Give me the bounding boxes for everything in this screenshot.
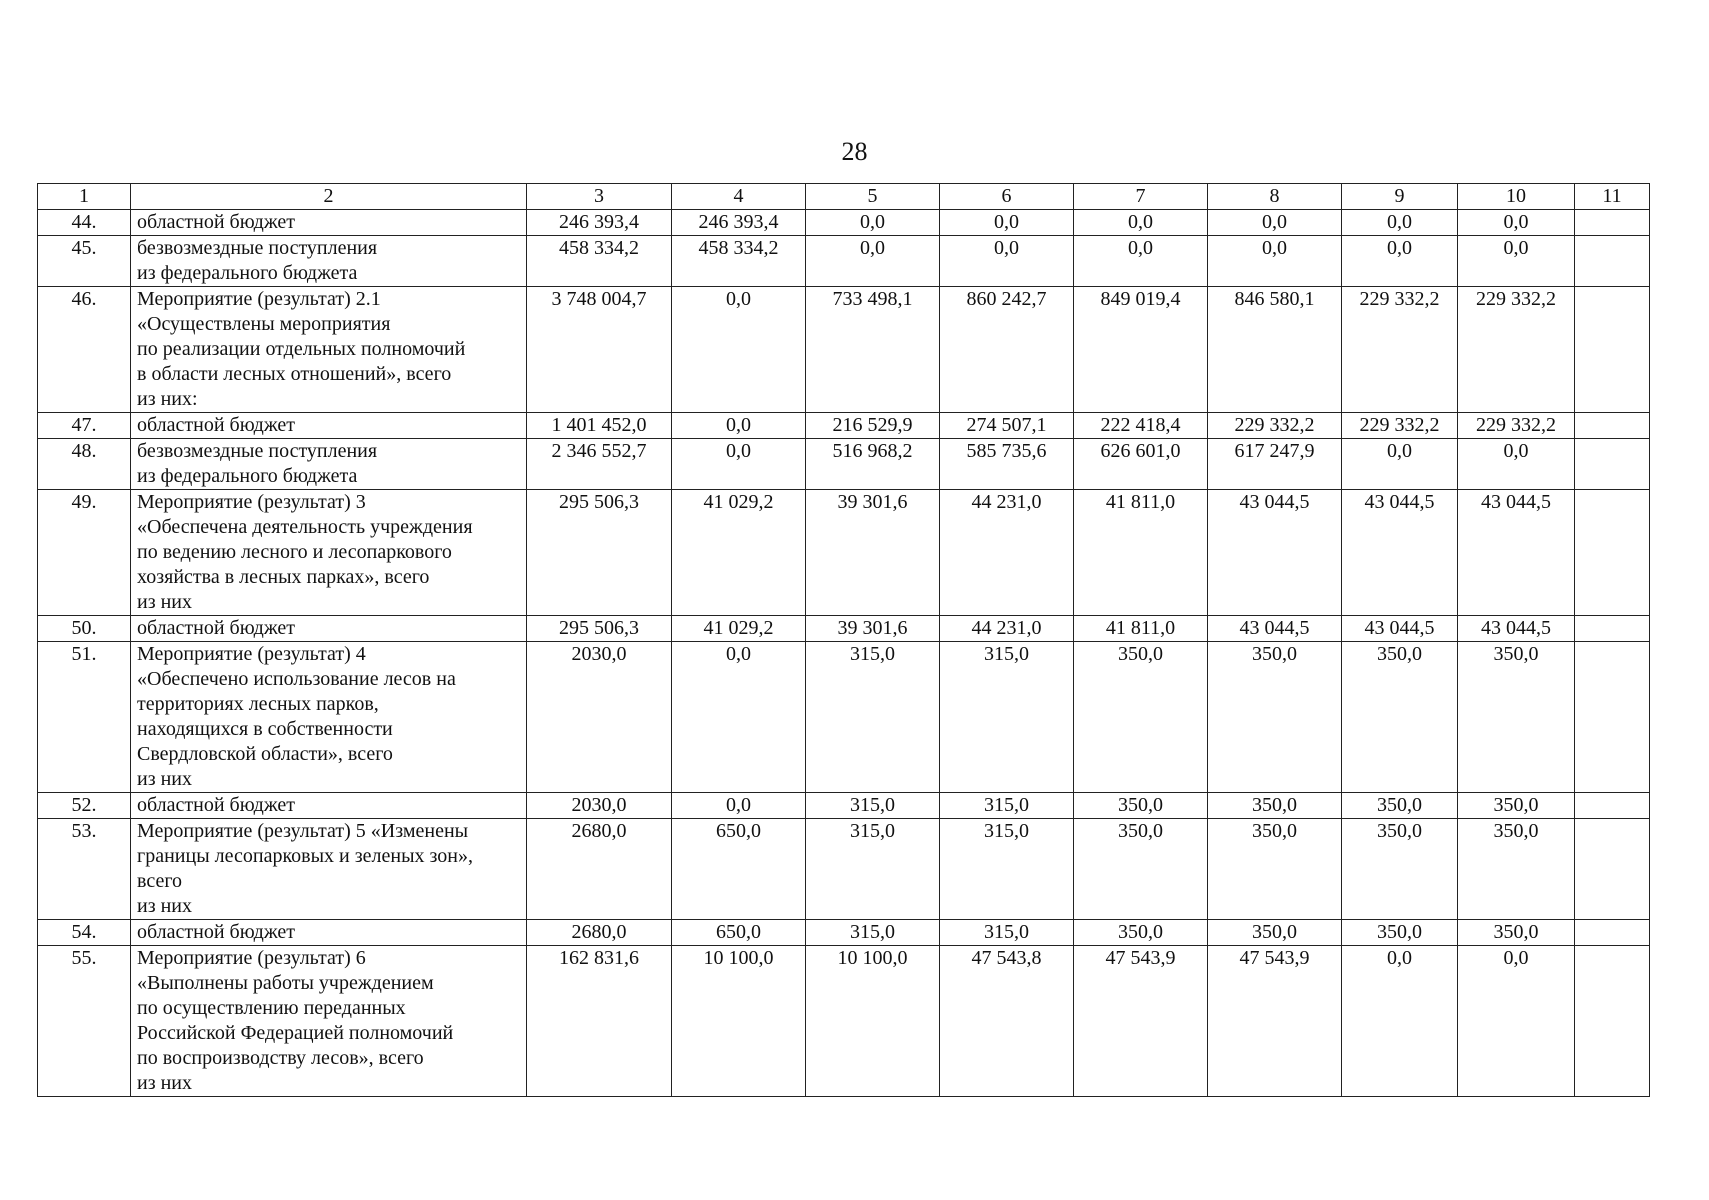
value-cell-col-5: 315,0 <box>806 920 940 946</box>
description-line: по реализации отдельных полномочий <box>137 338 466 360</box>
value-cell-col-4: 458 334,2 <box>672 236 806 287</box>
value-cell-col-10: 350,0 <box>1458 642 1575 793</box>
budget-table <box>37 183 1650 1097</box>
column-number-6: 6 <box>940 184 1074 210</box>
value-cell-col-6: 0,0 <box>940 236 1074 287</box>
row-number: 48. <box>38 439 131 490</box>
value-cell-col-7: 350,0 <box>1074 920 1208 946</box>
value-cell-col-7: 350,0 <box>1074 793 1208 819</box>
value-cell-col-5: 216 529,9 <box>806 413 940 439</box>
value-cell-col-6: 315,0 <box>940 793 1074 819</box>
value-cell-col-7: 350,0 <box>1074 642 1208 793</box>
value-cell-col-3: 2680,0 <box>527 819 672 920</box>
description-line: областной бюджет <box>137 211 296 233</box>
value-cell-col-6: 315,0 <box>940 642 1074 793</box>
table-row <box>38 946 1650 1097</box>
description-line: находящихся в собственности <box>137 718 393 740</box>
value-cell-col-5: 516 968,2 <box>806 439 940 490</box>
value-cell-col-3: 162 831,6 <box>527 946 672 1097</box>
row-description <box>131 946 527 1097</box>
description-line: из них <box>137 591 193 613</box>
table-row <box>38 490 1650 616</box>
row-description <box>131 616 527 642</box>
value-cell-col-11 <box>1575 642 1650 793</box>
column-number-9: 9 <box>1342 184 1458 210</box>
description-line: Мероприятие (результат) 6 <box>137 947 366 969</box>
row-number: 53. <box>38 819 131 920</box>
value-cell-col-11 <box>1575 413 1650 439</box>
page-number: 28 <box>841 137 868 166</box>
value-cell-col-7: 626 601,0 <box>1074 439 1208 490</box>
description-line: территориях лесных парков, <box>137 693 379 715</box>
description-line: по воспроизводству лесов», всего <box>137 1047 424 1069</box>
value-cell-col-8: 350,0 <box>1208 920 1342 946</box>
column-number-2: 2 <box>131 184 527 210</box>
value-cell-col-7: 41 811,0 <box>1074 616 1208 642</box>
description-line: областной бюджет <box>137 617 296 639</box>
row-description <box>131 287 527 413</box>
value-cell-col-9: 229 332,2 <box>1342 287 1458 413</box>
value-cell-col-10: 350,0 <box>1458 793 1575 819</box>
table-row <box>38 616 1650 642</box>
description-line: Мероприятие (результат) 5 «Изменены <box>137 820 469 842</box>
description-line: «Выполнены работы учреждением <box>137 972 434 994</box>
value-cell-col-9: 350,0 <box>1342 642 1458 793</box>
value-cell-col-5: 0,0 <box>806 236 940 287</box>
column-number-7: 7 <box>1074 184 1208 210</box>
value-cell-col-7: 0,0 <box>1074 210 1208 236</box>
value-cell-col-9: 350,0 <box>1342 793 1458 819</box>
value-cell-col-3: 3 748 004,7 <box>527 287 672 413</box>
value-cell-col-8: 350,0 <box>1208 819 1342 920</box>
row-number: 47. <box>38 413 131 439</box>
description-line: в области лесных отношений», всего <box>137 363 452 385</box>
description-line: по ведению лесного и лесопаркового <box>137 541 452 563</box>
description-line: областной бюджет <box>137 794 296 816</box>
value-cell-col-5: 315,0 <box>806 793 940 819</box>
value-cell-col-3: 246 393,4 <box>527 210 672 236</box>
row-description <box>131 819 527 920</box>
value-cell-col-6: 315,0 <box>940 920 1074 946</box>
row-number: 55. <box>38 946 131 1097</box>
value-cell-col-4: 650,0 <box>672 819 806 920</box>
description-line: границы лесопарковых и зеленых зон», <box>137 845 473 867</box>
value-cell-col-10: 0,0 <box>1458 236 1575 287</box>
value-cell-col-8: 846 580,1 <box>1208 287 1342 413</box>
row-description <box>131 210 527 236</box>
row-description <box>131 413 527 439</box>
value-cell-col-11 <box>1575 210 1650 236</box>
value-cell-col-7: 41 811,0 <box>1074 490 1208 616</box>
value-cell-col-10: 350,0 <box>1458 920 1575 946</box>
description-line: Мероприятие (результат) 2.1 <box>137 288 381 310</box>
value-cell-col-9: 350,0 <box>1342 920 1458 946</box>
description-line: безвозмездные поступления <box>137 440 378 462</box>
row-number: 50. <box>38 616 131 642</box>
value-cell-col-9: 43 044,5 <box>1342 616 1458 642</box>
table-row <box>38 920 1650 946</box>
value-cell-col-8: 617 247,9 <box>1208 439 1342 490</box>
description-line: из федерального бюджета <box>137 465 358 487</box>
value-cell-col-9: 350,0 <box>1342 819 1458 920</box>
row-number: 54. <box>38 920 131 946</box>
column-number-11: 11 <box>1575 184 1650 210</box>
value-cell-col-11 <box>1575 946 1650 1097</box>
value-cell-col-10: 229 332,2 <box>1458 413 1575 439</box>
value-cell-col-11 <box>1575 236 1650 287</box>
description-line: безвозмездные поступления <box>137 237 378 259</box>
row-number: 49. <box>38 490 131 616</box>
value-cell-col-6: 585 735,6 <box>940 439 1074 490</box>
value-cell-col-7: 849 019,4 <box>1074 287 1208 413</box>
value-cell-col-3: 1 401 452,0 <box>527 413 672 439</box>
value-cell-col-5: 733 498,1 <box>806 287 940 413</box>
row-number: 44. <box>38 210 131 236</box>
value-cell-col-3: 295 506,3 <box>527 490 672 616</box>
description-line: из них <box>137 1072 193 1094</box>
value-cell-col-4: 10 100,0 <box>672 946 806 1097</box>
value-cell-col-5: 39 301,6 <box>806 616 940 642</box>
value-cell-col-8: 229 332,2 <box>1208 413 1342 439</box>
value-cell-col-6: 860 242,7 <box>940 287 1074 413</box>
column-number-1: 1 <box>38 184 131 210</box>
row-number: 45. <box>38 236 131 287</box>
table-body <box>38 184 1650 1097</box>
row-description <box>131 920 527 946</box>
column-number-10: 10 <box>1458 184 1575 210</box>
description-line: «Осуществлены мероприятия <box>137 313 391 335</box>
description-line: по осуществлению переданных <box>137 997 406 1019</box>
row-number: 46. <box>38 287 131 413</box>
value-cell-col-10: 43 044,5 <box>1458 490 1575 616</box>
value-cell-col-6: 0,0 <box>940 210 1074 236</box>
value-cell-col-3: 2030,0 <box>527 793 672 819</box>
column-number-3: 3 <box>527 184 672 210</box>
table-row <box>38 236 1650 287</box>
value-cell-col-3: 2680,0 <box>527 920 672 946</box>
row-description <box>131 439 527 490</box>
value-cell-col-5: 10 100,0 <box>806 946 940 1097</box>
table-row <box>38 413 1650 439</box>
table-row <box>38 210 1650 236</box>
value-cell-col-8: 43 044,5 <box>1208 616 1342 642</box>
value-cell-col-8: 0,0 <box>1208 236 1342 287</box>
value-cell-col-5: 315,0 <box>806 642 940 793</box>
value-cell-col-7: 0,0 <box>1074 236 1208 287</box>
column-number-row <box>38 184 1650 210</box>
value-cell-col-9: 0,0 <box>1342 439 1458 490</box>
description-line: «Обеспечена деятельность учреждения <box>137 516 473 538</box>
value-cell-col-5: 0,0 <box>806 210 940 236</box>
value-cell-col-4: 0,0 <box>672 642 806 793</box>
value-cell-col-6: 315,0 <box>940 819 1074 920</box>
value-cell-col-4: 0,0 <box>672 287 806 413</box>
value-cell-col-11 <box>1575 819 1650 920</box>
value-cell-col-10: 350,0 <box>1458 819 1575 920</box>
value-cell-col-3: 2030,0 <box>527 642 672 793</box>
row-number: 51. <box>38 642 131 793</box>
value-cell-col-10: 0,0 <box>1458 439 1575 490</box>
row-description <box>131 793 527 819</box>
value-cell-col-6: 47 543,8 <box>940 946 1074 1097</box>
row-description <box>131 236 527 287</box>
value-cell-col-4: 0,0 <box>672 793 806 819</box>
value-cell-col-6: 44 231,0 <box>940 616 1074 642</box>
column-number-8: 8 <box>1208 184 1342 210</box>
value-cell-col-11 <box>1575 616 1650 642</box>
value-cell-col-8: 350,0 <box>1208 793 1342 819</box>
value-cell-col-7: 350,0 <box>1074 819 1208 920</box>
description-line: Мероприятие (результат) 3 <box>137 491 366 513</box>
value-cell-col-9: 229 332,2 <box>1342 413 1458 439</box>
table-row <box>38 793 1650 819</box>
value-cell-col-5: 315,0 <box>806 819 940 920</box>
value-cell-col-3: 2 346 552,7 <box>527 439 672 490</box>
value-cell-col-9: 43 044,5 <box>1342 490 1458 616</box>
description-line: Мероприятие (результат) 4 <box>137 643 366 665</box>
table-row <box>38 819 1650 920</box>
description-line: областной бюджет <box>137 414 296 436</box>
value-cell-col-3: 458 334,2 <box>527 236 672 287</box>
value-cell-col-6: 44 231,0 <box>940 490 1074 616</box>
row-number: 52. <box>38 793 131 819</box>
value-cell-col-4: 0,0 <box>672 439 806 490</box>
column-number-5: 5 <box>806 184 940 210</box>
table-row <box>38 439 1650 490</box>
table-row <box>38 287 1650 413</box>
value-cell-col-11 <box>1575 793 1650 819</box>
description-line: из них <box>137 768 193 790</box>
table-row <box>38 642 1650 793</box>
value-cell-col-7: 222 418,4 <box>1074 413 1208 439</box>
value-cell-col-4: 41 029,2 <box>672 490 806 616</box>
description-line: Свердловской области», всего <box>137 743 393 765</box>
value-cell-col-11 <box>1575 920 1650 946</box>
value-cell-col-3: 295 506,3 <box>527 616 672 642</box>
value-cell-col-10: 229 332,2 <box>1458 287 1575 413</box>
row-description <box>131 490 527 616</box>
value-cell-col-10: 0,0 <box>1458 946 1575 1097</box>
value-cell-col-9: 0,0 <box>1342 946 1458 1097</box>
description-line: из них: <box>137 388 198 410</box>
value-cell-col-5: 39 301,6 <box>806 490 940 616</box>
value-cell-col-8: 350,0 <box>1208 642 1342 793</box>
value-cell-col-7: 47 543,9 <box>1074 946 1208 1097</box>
description-line: «Обеспечено использование лесов на <box>137 668 456 690</box>
value-cell-col-10: 43 044,5 <box>1458 616 1575 642</box>
value-cell-col-4: 650,0 <box>672 920 806 946</box>
value-cell-col-4: 0,0 <box>672 413 806 439</box>
value-cell-col-10: 0,0 <box>1458 210 1575 236</box>
value-cell-col-4: 41 029,2 <box>672 616 806 642</box>
description-line: Российской Федерацией полномочий <box>137 1022 454 1044</box>
value-cell-col-11 <box>1575 490 1650 616</box>
description-line: из федерального бюджета <box>137 262 358 284</box>
value-cell-col-8: 0,0 <box>1208 210 1342 236</box>
description-line: хозяйства в лесных парках», всего <box>137 566 430 588</box>
value-cell-col-11 <box>1575 287 1650 413</box>
value-cell-col-9: 0,0 <box>1342 236 1458 287</box>
description-line: из них <box>137 895 193 917</box>
value-cell-col-9: 0,0 <box>1342 210 1458 236</box>
row-description <box>131 642 527 793</box>
value-cell-col-6: 274 507,1 <box>940 413 1074 439</box>
value-cell-col-4: 246 393,4 <box>672 210 806 236</box>
value-cell-col-11 <box>1575 439 1650 490</box>
value-cell-col-8: 43 044,5 <box>1208 490 1342 616</box>
description-line: областной бюджет <box>137 921 296 943</box>
value-cell-col-8: 47 543,9 <box>1208 946 1342 1097</box>
column-number-4: 4 <box>672 184 806 210</box>
description-line: всего <box>137 870 183 892</box>
